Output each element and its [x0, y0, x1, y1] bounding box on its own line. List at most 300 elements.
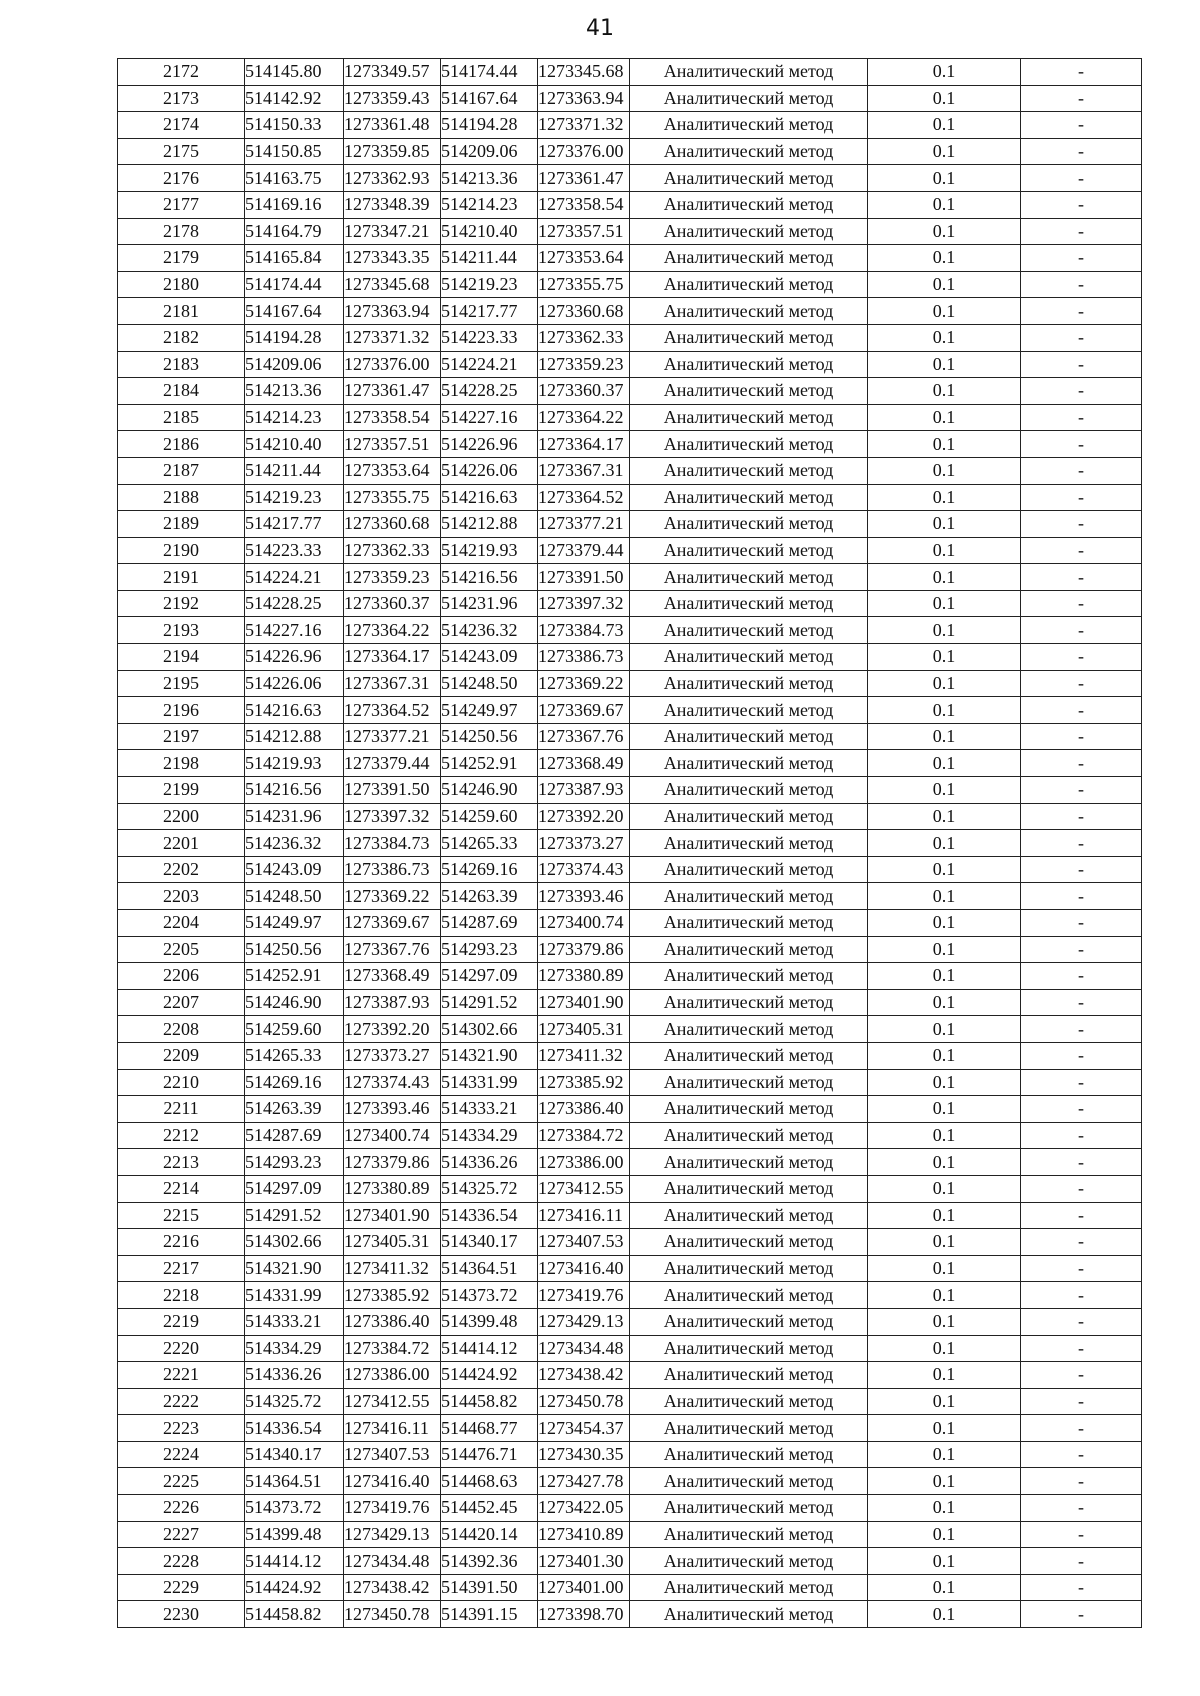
method-cell: Аналитический метод [630, 457, 868, 484]
start-y-cell: 1273357.51 [344, 431, 441, 458]
start-y-cell: 1273368.49 [344, 963, 441, 990]
accuracy-cell: 0.1 [868, 590, 1021, 617]
table-row [118, 644, 1142, 671]
table-row [118, 883, 1142, 910]
end-x-cell: 514259.60 [441, 803, 538, 830]
end-y-cell: 1273359.23 [538, 351, 630, 378]
table-row [118, 218, 1142, 245]
method-cell: Аналитический метод [630, 351, 868, 378]
start-y-cell: 1273349.57 [344, 59, 441, 86]
note-cell: - [1021, 989, 1142, 1016]
start-x-cell: 514236.32 [245, 830, 344, 857]
note-cell: - [1021, 1574, 1142, 1601]
end-y-cell: 1273360.37 [538, 378, 630, 405]
end-x-cell: 514476.71 [441, 1441, 538, 1468]
table-row [118, 1335, 1142, 1362]
end-x-cell: 514458.82 [441, 1388, 538, 1415]
note-cell: - [1021, 1149, 1142, 1176]
table-row [118, 1441, 1142, 1468]
end-y-cell: 1273430.35 [538, 1441, 630, 1468]
end-y-cell: 1273385.92 [538, 1069, 630, 1096]
accuracy-cell: 0.1 [868, 830, 1021, 857]
point-number-cell: 2214 [118, 1175, 245, 1202]
method-cell: Аналитический метод [630, 750, 868, 777]
accuracy-cell: 0.1 [868, 1016, 1021, 1043]
method-cell: Аналитический метод [630, 989, 868, 1016]
start-y-cell: 1273401.90 [344, 1202, 441, 1229]
accuracy-cell: 0.1 [868, 1335, 1021, 1362]
accuracy-cell: 0.1 [868, 511, 1021, 538]
end-x-cell: 514210.40 [441, 218, 538, 245]
start-x-cell: 514142.92 [245, 85, 344, 112]
method-cell: Аналитический метод [630, 1335, 868, 1362]
table-row [118, 351, 1142, 378]
start-x-cell: 514293.23 [245, 1149, 344, 1176]
accuracy-cell: 0.1 [868, 191, 1021, 218]
method-cell: Аналитический метод [630, 564, 868, 591]
end-y-cell: 1273371.32 [538, 112, 630, 139]
method-cell: Аналитический метод [630, 1282, 868, 1309]
method-cell: Аналитический метод [630, 1441, 868, 1468]
accuracy-cell: 0.1 [868, 537, 1021, 564]
end-x-cell: 514263.39 [441, 883, 538, 910]
accuracy-cell: 0.1 [868, 378, 1021, 405]
end-x-cell: 514340.17 [441, 1229, 538, 1256]
accuracy-cell: 0.1 [868, 750, 1021, 777]
start-x-cell: 514252.91 [245, 963, 344, 990]
note-cell: - [1021, 777, 1142, 804]
table-row [118, 1255, 1142, 1282]
point-number-cell: 2192 [118, 590, 245, 617]
end-y-cell: 1273363.94 [538, 85, 630, 112]
end-x-cell: 514414.12 [441, 1335, 538, 1362]
start-x-cell: 514265.33 [245, 1042, 344, 1069]
end-y-cell: 1273358.54 [538, 191, 630, 218]
end-x-cell: 514287.69 [441, 910, 538, 937]
end-y-cell: 1273401.30 [538, 1548, 630, 1575]
start-y-cell: 1273364.52 [344, 697, 441, 724]
end-x-cell: 514216.56 [441, 564, 538, 591]
start-y-cell: 1273362.33 [344, 537, 441, 564]
start-x-cell: 514223.33 [245, 537, 344, 564]
method-cell: Аналитический метод [630, 484, 868, 511]
point-number-cell: 2180 [118, 271, 245, 298]
end-x-cell: 514391.15 [441, 1601, 538, 1628]
note-cell: - [1021, 883, 1142, 910]
point-number-cell: 2217 [118, 1255, 245, 1282]
method-cell: Аналитический метод [630, 963, 868, 990]
note-cell: - [1021, 1016, 1142, 1043]
page-number: 41 [586, 16, 614, 41]
point-number-cell: 2226 [118, 1495, 245, 1522]
accuracy-cell: 0.1 [868, 963, 1021, 990]
start-y-cell: 1273359.85 [344, 138, 441, 165]
point-number-cell: 2209 [118, 1042, 245, 1069]
note-cell: - [1021, 564, 1142, 591]
note-cell: - [1021, 750, 1142, 777]
accuracy-cell: 0.1 [868, 1042, 1021, 1069]
start-x-cell: 514145.80 [245, 59, 344, 86]
note-cell: - [1021, 112, 1142, 139]
note-cell: - [1021, 324, 1142, 351]
point-number-cell: 2173 [118, 85, 245, 112]
table-row [118, 511, 1142, 538]
start-x-cell: 514167.64 [245, 298, 344, 325]
end-y-cell: 1273411.32 [538, 1042, 630, 1069]
table-row [118, 1175, 1142, 1202]
end-y-cell: 1273362.33 [538, 324, 630, 351]
end-x-cell: 514293.23 [441, 936, 538, 963]
table-row [118, 1495, 1142, 1522]
note-cell: - [1021, 856, 1142, 883]
start-y-cell: 1273438.42 [344, 1574, 441, 1601]
start-x-cell: 514414.12 [245, 1548, 344, 1575]
start-y-cell: 1273376.00 [344, 351, 441, 378]
table-row [118, 1388, 1142, 1415]
point-number-cell: 2196 [118, 697, 245, 724]
end-y-cell: 1273387.93 [538, 777, 630, 804]
start-x-cell: 514226.06 [245, 670, 344, 697]
start-y-cell: 1273363.94 [344, 298, 441, 325]
end-y-cell: 1273367.76 [538, 723, 630, 750]
end-y-cell: 1273380.89 [538, 963, 630, 990]
end-x-cell: 514336.54 [441, 1202, 538, 1229]
note-cell: - [1021, 644, 1142, 671]
start-y-cell: 1273412.55 [344, 1388, 441, 1415]
table-row [118, 723, 1142, 750]
start-x-cell: 514243.09 [245, 856, 344, 883]
note-cell: - [1021, 511, 1142, 538]
accuracy-cell: 0.1 [868, 1282, 1021, 1309]
method-cell: Аналитический метод [630, 883, 868, 910]
table-row [118, 910, 1142, 937]
accuracy-cell: 0.1 [868, 351, 1021, 378]
table-row [118, 298, 1142, 325]
accuracy-cell: 0.1 [868, 910, 1021, 937]
end-y-cell: 1273454.37 [538, 1415, 630, 1442]
end-x-cell: 514468.63 [441, 1468, 538, 1495]
end-x-cell: 514392.36 [441, 1548, 538, 1575]
accuracy-cell: 0.1 [868, 165, 1021, 192]
method-cell: Аналитический метод [630, 1175, 868, 1202]
table-row [118, 85, 1142, 112]
start-y-cell: 1273385.92 [344, 1282, 441, 1309]
end-y-cell: 1273438.42 [538, 1362, 630, 1389]
note-cell: - [1021, 404, 1142, 431]
end-y-cell: 1273450.78 [538, 1388, 630, 1415]
point-number-cell: 2181 [118, 298, 245, 325]
note-cell: - [1021, 1122, 1142, 1149]
method-cell: Аналитический метод [630, 1069, 868, 1096]
point-number-cell: 2227 [118, 1521, 245, 1548]
start-x-cell: 514297.09 [245, 1175, 344, 1202]
method-cell: Аналитический метод [630, 1415, 868, 1442]
end-x-cell: 514227.16 [441, 404, 538, 431]
table-row [118, 963, 1142, 990]
start-x-cell: 514336.54 [245, 1415, 344, 1442]
table-row [118, 564, 1142, 591]
start-y-cell: 1273347.21 [344, 218, 441, 245]
point-number-cell: 2219 [118, 1308, 245, 1335]
end-x-cell: 514249.97 [441, 697, 538, 724]
end-y-cell: 1273379.44 [538, 537, 630, 564]
end-y-cell: 1273393.46 [538, 883, 630, 910]
start-x-cell: 514224.21 [245, 564, 344, 591]
end-x-cell: 514212.88 [441, 511, 538, 538]
end-y-cell: 1273373.27 [538, 830, 630, 857]
start-x-cell: 514213.36 [245, 378, 344, 405]
end-x-cell: 514167.64 [441, 85, 538, 112]
accuracy-cell: 0.1 [868, 271, 1021, 298]
method-cell: Аналитический метод [630, 112, 868, 139]
start-x-cell: 514399.48 [245, 1521, 344, 1548]
table-row [118, 1016, 1142, 1043]
start-x-cell: 514212.88 [245, 723, 344, 750]
note-cell: - [1021, 803, 1142, 830]
point-number-cell: 2216 [118, 1229, 245, 1256]
end-x-cell: 514223.33 [441, 324, 538, 351]
accuracy-cell: 0.1 [868, 1548, 1021, 1575]
accuracy-cell: 0.1 [868, 989, 1021, 1016]
start-x-cell: 514373.72 [245, 1495, 344, 1522]
accuracy-cell: 0.1 [868, 1521, 1021, 1548]
end-y-cell: 1273386.00 [538, 1149, 630, 1176]
start-y-cell: 1273384.73 [344, 830, 441, 857]
end-x-cell: 514214.23 [441, 191, 538, 218]
end-y-cell: 1273353.64 [538, 245, 630, 272]
end-x-cell: 514331.99 [441, 1069, 538, 1096]
start-y-cell: 1273407.53 [344, 1441, 441, 1468]
end-y-cell: 1273405.31 [538, 1016, 630, 1043]
accuracy-cell: 0.1 [868, 431, 1021, 458]
note-cell: - [1021, 697, 1142, 724]
table-row [118, 112, 1142, 139]
table-row [118, 1415, 1142, 1442]
table-row [118, 803, 1142, 830]
point-number-cell: 2229 [118, 1574, 245, 1601]
method-cell: Аналитический метод [630, 856, 868, 883]
point-number-cell: 2208 [118, 1016, 245, 1043]
note-cell: - [1021, 59, 1142, 86]
end-y-cell: 1273360.68 [538, 298, 630, 325]
method-cell: Аналитический метод [630, 271, 868, 298]
point-number-cell: 2189 [118, 511, 245, 538]
start-x-cell: 514302.66 [245, 1229, 344, 1256]
point-number-cell: 2172 [118, 59, 245, 86]
end-x-cell: 514424.92 [441, 1362, 538, 1389]
start-y-cell: 1273367.31 [344, 670, 441, 697]
start-y-cell: 1273386.73 [344, 856, 441, 883]
table-row [118, 1308, 1142, 1335]
point-number-cell: 2193 [118, 617, 245, 644]
end-x-cell: 514211.44 [441, 245, 538, 272]
accuracy-cell: 0.1 [868, 1175, 1021, 1202]
table-row [118, 324, 1142, 351]
end-x-cell: 514219.23 [441, 271, 538, 298]
end-y-cell: 1273386.73 [538, 644, 630, 671]
note-cell: - [1021, 963, 1142, 990]
accuracy-cell: 0.1 [868, 298, 1021, 325]
start-x-cell: 514217.77 [245, 511, 344, 538]
start-y-cell: 1273374.43 [344, 1069, 441, 1096]
table-row [118, 165, 1142, 192]
point-number-cell: 2200 [118, 803, 245, 830]
end-y-cell: 1273357.51 [538, 218, 630, 245]
end-x-cell: 514236.32 [441, 617, 538, 644]
start-x-cell: 514174.44 [245, 271, 344, 298]
point-number-cell: 2178 [118, 218, 245, 245]
end-y-cell: 1273397.32 [538, 590, 630, 617]
end-x-cell: 514265.33 [441, 830, 538, 857]
end-y-cell: 1273392.20 [538, 803, 630, 830]
note-cell: - [1021, 1335, 1142, 1362]
accuracy-cell: 0.1 [868, 1574, 1021, 1601]
end-x-cell: 514209.06 [441, 138, 538, 165]
point-number-cell: 2204 [118, 910, 245, 937]
end-x-cell: 514297.09 [441, 963, 538, 990]
end-y-cell: 1273427.78 [538, 1468, 630, 1495]
note-cell: - [1021, 910, 1142, 937]
point-number-cell: 2187 [118, 457, 245, 484]
note-cell: - [1021, 590, 1142, 617]
table-row [118, 777, 1142, 804]
start-y-cell: 1273369.22 [344, 883, 441, 910]
point-number-cell: 2210 [118, 1069, 245, 1096]
end-x-cell: 514325.72 [441, 1175, 538, 1202]
end-x-cell: 514216.63 [441, 484, 538, 511]
note-cell: - [1021, 378, 1142, 405]
note-cell: - [1021, 271, 1142, 298]
accuracy-cell: 0.1 [868, 564, 1021, 591]
start-x-cell: 514333.21 [245, 1308, 344, 1335]
start-x-cell: 514219.23 [245, 484, 344, 511]
note-cell: - [1021, 1308, 1142, 1335]
table-row [118, 1149, 1142, 1176]
start-x-cell: 514164.79 [245, 218, 344, 245]
end-y-cell: 1273369.22 [538, 670, 630, 697]
end-y-cell: 1273407.53 [538, 1229, 630, 1256]
start-y-cell: 1273450.78 [344, 1601, 441, 1628]
note-cell: - [1021, 537, 1142, 564]
accuracy-cell: 0.1 [868, 1415, 1021, 1442]
note-cell: - [1021, 1255, 1142, 1282]
start-x-cell: 514227.16 [245, 617, 344, 644]
start-x-cell: 514163.75 [245, 165, 344, 192]
start-x-cell: 514248.50 [245, 883, 344, 910]
table-row [118, 1229, 1142, 1256]
point-number-cell: 2199 [118, 777, 245, 804]
start-y-cell: 1273348.39 [344, 191, 441, 218]
table-row [118, 670, 1142, 697]
start-y-cell: 1273345.68 [344, 271, 441, 298]
end-x-cell: 514333.21 [441, 1096, 538, 1123]
note-cell: - [1021, 723, 1142, 750]
note-cell: - [1021, 191, 1142, 218]
end-y-cell: 1273410.89 [538, 1521, 630, 1548]
note-cell: - [1021, 1468, 1142, 1495]
end-y-cell: 1273361.47 [538, 165, 630, 192]
table-row [118, 590, 1142, 617]
accuracy-cell: 0.1 [868, 1202, 1021, 1229]
point-number-cell: 2230 [118, 1601, 245, 1628]
start-y-cell: 1273362.93 [344, 165, 441, 192]
method-cell: Аналитический метод [630, 85, 868, 112]
note-cell: - [1021, 457, 1142, 484]
accuracy-cell: 0.1 [868, 138, 1021, 165]
start-x-cell: 514424.92 [245, 1574, 344, 1601]
start-x-cell: 514259.60 [245, 1016, 344, 1043]
start-y-cell: 1273416.11 [344, 1415, 441, 1442]
point-number-cell: 2224 [118, 1441, 245, 1468]
note-cell: - [1021, 351, 1142, 378]
table-body [118, 59, 1142, 1628]
start-x-cell: 514331.99 [245, 1282, 344, 1309]
table-row [118, 1468, 1142, 1495]
end-x-cell: 514231.96 [441, 590, 538, 617]
start-y-cell: 1273416.40 [344, 1468, 441, 1495]
end-y-cell: 1273384.72 [538, 1122, 630, 1149]
method-cell: Аналитический метод [630, 511, 868, 538]
table-row [118, 830, 1142, 857]
note-cell: - [1021, 936, 1142, 963]
start-x-cell: 514287.69 [245, 1122, 344, 1149]
point-number-cell: 2185 [118, 404, 245, 431]
start-x-cell: 514364.51 [245, 1468, 344, 1495]
method-cell: Аналитический метод [630, 1521, 868, 1548]
accuracy-cell: 0.1 [868, 803, 1021, 830]
start-y-cell: 1273359.23 [344, 564, 441, 591]
end-x-cell: 514228.25 [441, 378, 538, 405]
start-y-cell: 1273400.74 [344, 1122, 441, 1149]
method-cell: Аналитический метод [630, 59, 868, 86]
end-y-cell: 1273376.00 [538, 138, 630, 165]
end-x-cell: 514250.56 [441, 723, 538, 750]
accuracy-cell: 0.1 [868, 936, 1021, 963]
method-cell: Аналитический метод [630, 191, 868, 218]
method-cell: Аналитический метод [630, 138, 868, 165]
start-x-cell: 514169.16 [245, 191, 344, 218]
start-y-cell: 1273393.46 [344, 1096, 441, 1123]
table-row [118, 431, 1142, 458]
start-x-cell: 514334.29 [245, 1335, 344, 1362]
start-y-cell: 1273359.43 [344, 85, 441, 112]
start-x-cell: 514226.96 [245, 644, 344, 671]
method-cell: Аналитический метод [630, 617, 868, 644]
end-y-cell: 1273434.48 [538, 1335, 630, 1362]
note-cell: - [1021, 1362, 1142, 1389]
end-x-cell: 514174.44 [441, 59, 538, 86]
start-x-cell: 514194.28 [245, 324, 344, 351]
point-number-cell: 2213 [118, 1149, 245, 1176]
accuracy-cell: 0.1 [868, 670, 1021, 697]
accuracy-cell: 0.1 [868, 617, 1021, 644]
start-y-cell: 1273353.64 [344, 457, 441, 484]
point-number-cell: 2182 [118, 324, 245, 351]
point-number-cell: 2223 [118, 1415, 245, 1442]
method-cell: Аналитический метод [630, 298, 868, 325]
method-cell: Аналитический метод [630, 537, 868, 564]
point-number-cell: 2188 [118, 484, 245, 511]
start-y-cell: 1273373.27 [344, 1042, 441, 1069]
start-y-cell: 1273384.72 [344, 1335, 441, 1362]
table-row [118, 271, 1142, 298]
start-x-cell: 514340.17 [245, 1441, 344, 1468]
start-y-cell: 1273361.48 [344, 112, 441, 139]
end-y-cell: 1273401.90 [538, 989, 630, 1016]
table-row [118, 936, 1142, 963]
point-number-cell: 2177 [118, 191, 245, 218]
point-number-cell: 2186 [118, 431, 245, 458]
